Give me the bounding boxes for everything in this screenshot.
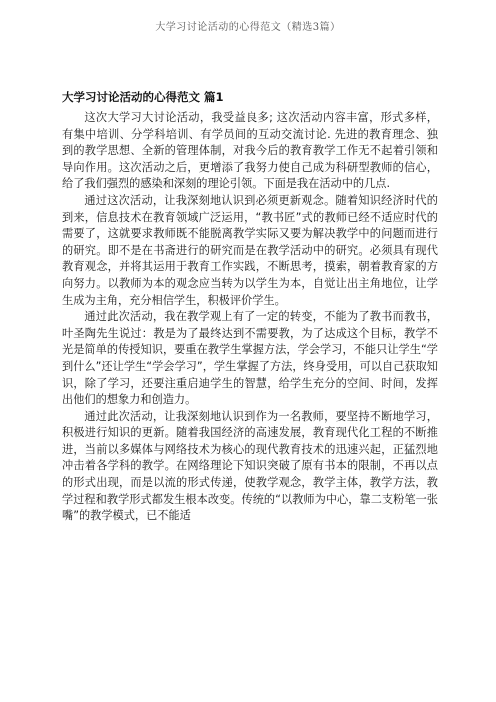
page-header: 大学习讨论活动的心得范文（精选3篇） (155, 22, 341, 33)
paragraph: 通过此次活动，让我深刻地认识到作为一名教师，要坚持不断地学习，积极进行知识的更新。随着我国经济的高速发展，教育现代化工程的不断推进，当前以多媒体与网络技术为核心的现代教育技术的迅速兴起，正猛烈地冲击着各学科的教学。在网络理论下知识突破了原有书本的限制，不再以点的形式出现，而是以流的形式传递，使教学观念，教学主体，教学方法，教学过程和教学形式都发生根本改变。传统的“以教师为中心，靠二支粉笔一张嘴”的教学模式，已不能适 (62, 409, 438, 523)
article-title: 大学习讨论活动的心得范文 篇1 (62, 90, 224, 104)
article-body (62, 110, 438, 525)
paragraph: 通过这次活动，让我深刻地认识到必须更新观念。随着知识经济时代的到来，信息技术在教育领域广泛运用，“教书匠”式的教师已经不适应时代的需要了，这就要求教师既不能脱离教学实际又要为解决教学中的问题而进行的研究。即不是在书斋进行的研究而是在教学活动中的研究。必须具有现代教育观念，并将其运用于教育工作实践，不断思考，摸索，朝着教育家的方向努力。以教师为本的观念应当转为以学生为本，自觉让出主角地位，让学生成为主角，充分相信学生，积极评价学生。 (62, 193, 438, 307)
paragraph: 这次大学习大讨论活动，我受益良多; 这次活动内容丰富，形式多样，有集中培训、分学科培训、有学员间的互动交流讨论. 先进的教育理念、独到的教学思想、全新的管理体制，对我今后的教育教学工作无不起着引领和导向作用。这次活动之后，更增添了我努力使自己成为科研型教师的信心，给了我们强烈的感染和深刻的理论引领。下面是我在活动中的几点. (62, 111, 438, 191)
paragraph: 通过此次活动，我在教学观上有了一定的转变，不能为了教书而教书，叶圣陶先生说过：教是为了最终达到不需要教，为了达成这个目标，教学不光是简单的传授知识，要重在教学生掌握方法，学会学习，不能只让学生“学到什么”还让学生“学会学习”，学生掌握了方法，终身受用，可以自己获取知识，除了学习，还要注重启迪学生的智慧，给学生充分的空间、时间，发挥出他们的想象力和创造力。 (62, 310, 438, 407)
